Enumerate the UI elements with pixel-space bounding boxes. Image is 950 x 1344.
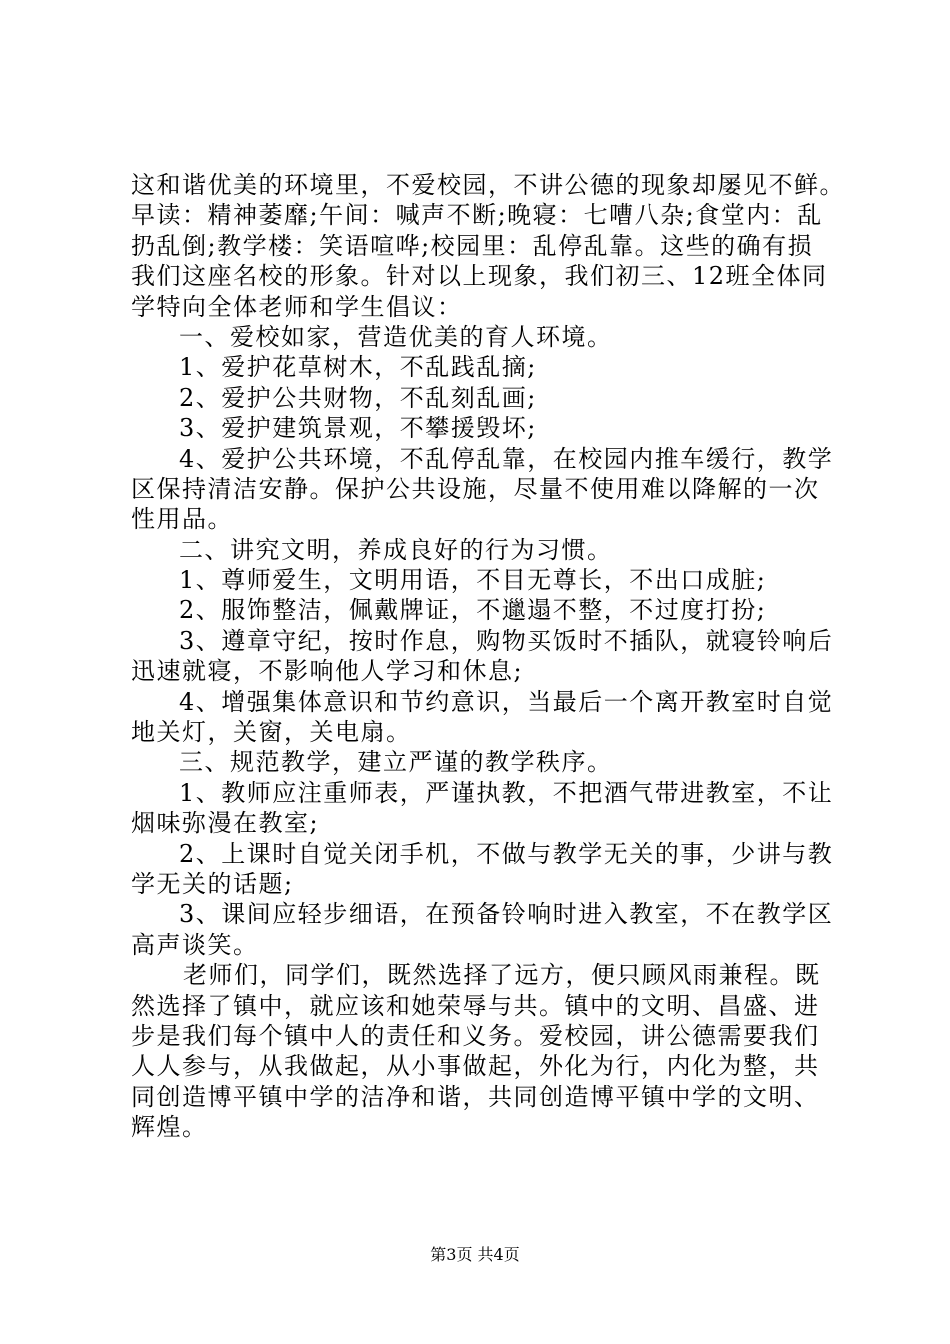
section-heading: 三、规范教学，建立严谨的教学秩序。	[179, 748, 613, 777]
text-line: 性用品。	[131, 505, 233, 534]
list-item: 1、爱护花草树木，不乱践乱摘;	[179, 353, 537, 382]
list-item: 3、课间应轻步细语，在预备铃响时进入教室，不在教学区	[179, 900, 834, 929]
text-line: 这和谐优美的环境里，不爱校园，不讲公德的现象却屡见不鲜。	[131, 171, 845, 199]
text-line: 步是我们每个镇中人的责任和义务。爱校园，讲公德需要我们	[131, 1021, 820, 1050]
section-heading: 二、讲究文明，养成良好的行为习惯。	[179, 535, 613, 564]
text-line: 学特向全体老师和学生倡议：	[131, 292, 463, 321]
text-line: 扔乱倒;教学楼：笑语喧哗;校园里：乱停乱靠。这些的确有损	[131, 231, 814, 260]
section-heading: 一、爱校如家，营造优美的育人环境。	[179, 322, 613, 351]
text-line: 地关灯，关窗，关电扇。	[131, 718, 412, 747]
list-item: 2、服饰整洁，佩戴牌证，不邋遢不整，不过度打扮;	[179, 596, 767, 625]
text-line: 我们这座名校的形象。针对以上现象，我们初三、12班全体同	[131, 262, 828, 291]
closing-paragraph-start: 老师们，同学们，既然选择了远方，便只顾风雨兼程。既	[183, 961, 821, 990]
list-item: 4、爱护公共环境，不乱停乱靠，在校园内推车缓行，教学	[179, 444, 834, 473]
text-line: 早读：精神萎靡;午间：喊声不断;晚寝：七嘈八杂;食堂内：乱	[131, 201, 823, 230]
text-line: 烟味弥漫在教室;	[131, 809, 320, 838]
text-line: 学无关的话题;	[131, 869, 294, 898]
text-line: 人人参与，从我做起，从小事做起，外化为行，内化为整，共	[131, 1052, 820, 1081]
text-line: 同创造博平镇中学的洁净和谐，共同创造博平镇中学的文明、	[131, 1082, 820, 1111]
document-body	[131, 170, 845, 1143]
list-item: 2、爱护公共财物，不乱刻乱画;	[179, 383, 537, 412]
list-item: 3、遵章守纪，按时作息，购物买饭时不插队，就寝铃响后	[179, 626, 834, 655]
text-line: 区保持清洁安静。保护公共设施，尽量不使用难以降解的一次	[131, 474, 820, 503]
text-line: 迅速就寝，不影响他人学习和休息;	[131, 657, 524, 686]
list-item: 1、教师应注重师表，严谨执教，不把酒气带进教室，不让	[179, 778, 834, 807]
text-line: 然选择了镇中，就应该和她荣辱与共。镇中的文明、昌盛、进	[131, 991, 820, 1020]
list-item: 3、爱护建筑景观，不攀援毁坏;	[179, 414, 537, 443]
text-line: 辉煌。	[131, 1113, 208, 1142]
list-item: 2、上课时自觉关闭手机，不做与教学无关的事，少讲与教	[179, 839, 834, 868]
page-number-footer: 第3页 共4页	[430, 1245, 520, 1264]
text-line: 高声谈笑。	[131, 930, 259, 959]
list-item: 4、增强集体意识和节约意识，当最后一个离开教室时自觉	[179, 687, 834, 716]
list-item: 1、尊师爱生，文明用语，不目无尊长，不出口成脏;	[179, 566, 767, 595]
